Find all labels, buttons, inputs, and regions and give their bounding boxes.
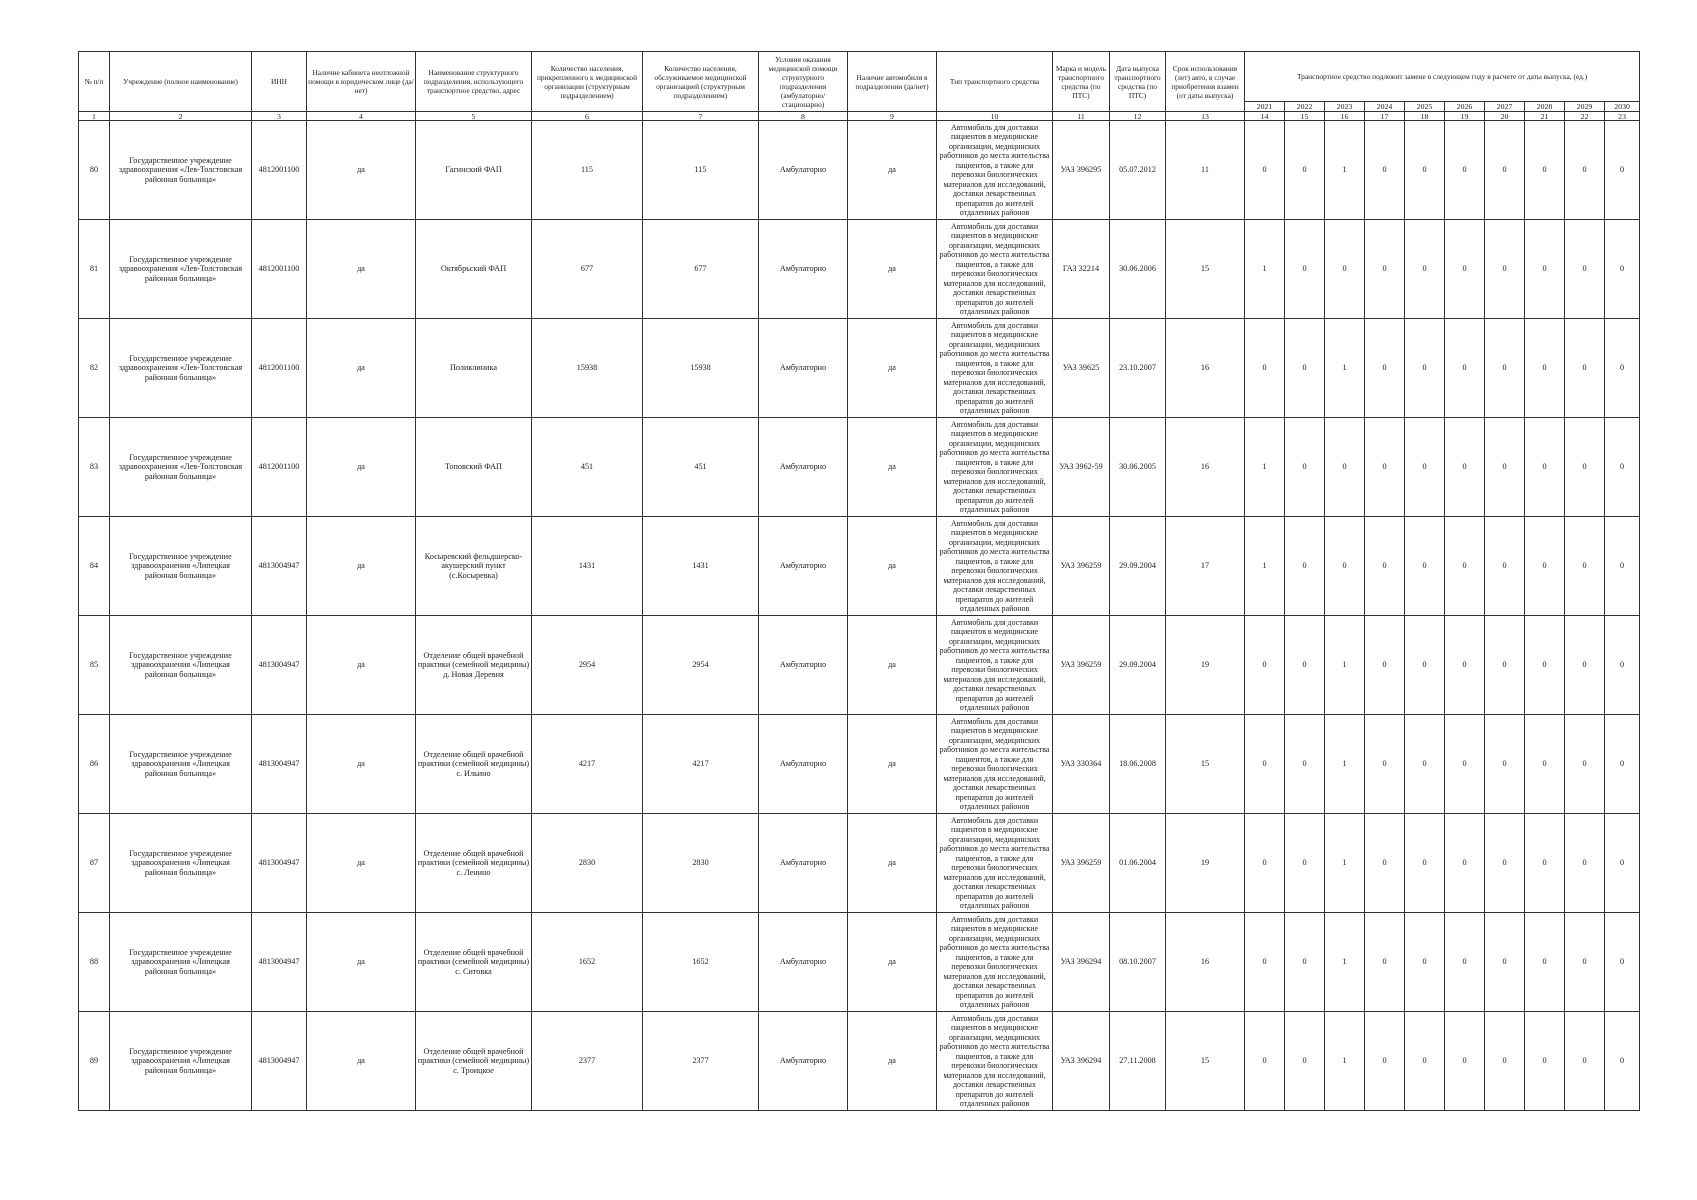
replacement-2028-cell: 0	[1525, 517, 1565, 616]
column-number: 7	[643, 112, 759, 121]
institution-cell: Государственное учреждение здравоохранения «Лев-Толстовская районная больница»	[110, 418, 252, 517]
institution-cell: Государственное учреждение здравоохранения «Липецкая районная больница»	[110, 814, 252, 913]
header-release-date: Дата выпуска транспортного средства (по ПТС)	[1110, 52, 1166, 112]
replacement-2021-cell: 0	[1245, 319, 1285, 418]
replacement-2028-cell: 0	[1525, 319, 1565, 418]
usage-term-cell: 16	[1166, 418, 1245, 517]
institution-cell: Государственное учреждение здравоохранения «Липецкая районная больница»	[110, 616, 252, 715]
population-served-cell: 115	[643, 121, 759, 220]
replacement-2021-cell: 0	[1245, 1012, 1285, 1111]
usage-term-cell: 15	[1166, 715, 1245, 814]
inn-cell: 4813004947	[252, 913, 307, 1012]
replacement-2030-cell: 0	[1605, 616, 1640, 715]
replacement-2029-cell: 0	[1565, 319, 1605, 418]
replacement-2028-cell: 0	[1525, 1012, 1565, 1111]
population-served-cell: 1652	[643, 913, 759, 1012]
brand-model-cell: УАЗ 396259	[1053, 616, 1110, 715]
header-car-availability: Наличие автомобиля в подразделении (да/нет)	[848, 52, 937, 112]
column-number: 3	[252, 112, 307, 121]
care-conditions-cell: Амбулаторно	[759, 220, 848, 319]
population-served-cell: 1431	[643, 517, 759, 616]
row-number: 82	[79, 319, 110, 418]
brand-model-cell: УАЗ 396294	[1053, 1012, 1110, 1111]
replacement-2021-cell: 1	[1245, 418, 1285, 517]
room-cell: да	[307, 517, 416, 616]
year-header-2027: 2027	[1485, 102, 1525, 112]
replacement-2026-cell: 0	[1445, 616, 1485, 715]
replacement-2030-cell: 0	[1605, 121, 1640, 220]
replacement-2024-cell: 0	[1365, 319, 1405, 418]
row-number: 89	[79, 1012, 110, 1111]
column-number: 21	[1525, 112, 1565, 121]
population-served-cell: 2377	[643, 1012, 759, 1111]
replacement-2026-cell: 0	[1445, 1012, 1485, 1111]
usage-term-cell: 11	[1166, 121, 1245, 220]
replacement-2022-cell: 0	[1285, 220, 1325, 319]
row-number: 80	[79, 121, 110, 220]
subdivision-cell: Отделение общей врачебной практики (семейной медицины) с. Троицкое	[416, 1012, 532, 1111]
car-availability-cell: да	[848, 913, 937, 1012]
replacement-2022-cell: 0	[1285, 715, 1325, 814]
vehicle-type-cell: Автомобиль для доставки пациентов в медицинские организации, медицинских работников до места жительства пациентов, а также для перевозки биологических материалов для исследований, доставки лекарственных препаратов до жителей отдаленных районов	[937, 220, 1053, 319]
release-date-cell: 05.07.2012	[1110, 121, 1166, 220]
replacement-2027-cell: 0	[1485, 220, 1525, 319]
vehicle-type-cell: Автомобиль для доставки пациентов в медицинские организации, медицинских работников до места жительства пациентов, а также для перевозки биологических материалов для исследований, доставки лекарственных препаратов до жителей отдаленных районов	[937, 616, 1053, 715]
inn-cell: 4812001100	[252, 418, 307, 517]
year-header-2024: 2024	[1365, 102, 1405, 112]
replacement-2026-cell: 0	[1445, 913, 1485, 1012]
subdivision-cell: Гагинский ФАП	[416, 121, 532, 220]
replacement-2029-cell: 0	[1565, 418, 1605, 517]
replacement-2026-cell: 0	[1445, 715, 1485, 814]
release-date-cell: 30.06.2005	[1110, 418, 1166, 517]
row-number: 87	[79, 814, 110, 913]
room-cell: да	[307, 319, 416, 418]
column-number: 8	[759, 112, 848, 121]
care-conditions-cell: Амбулаторно	[759, 319, 848, 418]
replacement-2026-cell: 0	[1445, 517, 1485, 616]
release-date-cell: 18.06.2008	[1110, 715, 1166, 814]
usage-term-cell: 15	[1166, 220, 1245, 319]
replacement-2025-cell: 0	[1405, 715, 1445, 814]
inn-cell: 4812001100	[252, 220, 307, 319]
release-date-cell: 23.10.2007	[1110, 319, 1166, 418]
replacement-2023-cell: 0	[1325, 517, 1365, 616]
column-number: 10	[937, 112, 1053, 121]
replacement-2025-cell: 0	[1405, 1012, 1445, 1111]
row-number: 85	[79, 616, 110, 715]
table-body	[79, 121, 1640, 1111]
car-availability-cell: да	[848, 517, 937, 616]
header-usage-term: Срок использования (лет) авто, в случае приобретения взамен (от даты выпуска)	[1166, 52, 1245, 112]
room-cell: да	[307, 121, 416, 220]
replacement-2027-cell: 0	[1485, 517, 1525, 616]
population-attached-cell: 115	[532, 121, 643, 220]
care-conditions-cell: Амбулаторно	[759, 814, 848, 913]
column-number: 4	[307, 112, 416, 121]
row-number: 88	[79, 913, 110, 1012]
header-num: № п/п	[79, 52, 110, 112]
replacement-2023-cell: 1	[1325, 1012, 1365, 1111]
population-attached-cell: 4217	[532, 715, 643, 814]
column-number: 22	[1565, 112, 1605, 121]
brand-model-cell: УАЗ 396294	[1053, 913, 1110, 1012]
replacement-2025-cell: 0	[1405, 121, 1445, 220]
replacement-2029-cell: 0	[1565, 814, 1605, 913]
column-number: 12	[1110, 112, 1166, 121]
subdivision-cell: Отделение общей врачебной практики (семейной медицины) с. Ситовка	[416, 913, 532, 1012]
replacement-2024-cell: 0	[1365, 121, 1405, 220]
header-row	[79, 52, 1640, 102]
replacement-2024-cell: 0	[1365, 418, 1405, 517]
usage-term-cell: 15	[1166, 1012, 1245, 1111]
replacement-2029-cell: 0	[1565, 517, 1605, 616]
room-cell: да	[307, 220, 416, 319]
population-served-cell: 2830	[643, 814, 759, 913]
replacement-2029-cell: 0	[1565, 121, 1605, 220]
year-header-2026: 2026	[1445, 102, 1485, 112]
replacement-2025-cell: 0	[1405, 814, 1445, 913]
car-availability-cell: да	[848, 814, 937, 913]
header-brand-model: Марка и модель транспортного средства (по ПТС)	[1053, 52, 1110, 112]
brand-model-cell: УАЗ 396259	[1053, 814, 1110, 913]
replacement-2025-cell: 0	[1405, 913, 1445, 1012]
replacement-2021-cell: 0	[1245, 913, 1285, 1012]
replacement-2022-cell: 0	[1285, 616, 1325, 715]
header-inn: ИНН	[252, 52, 307, 112]
column-number: 5	[416, 112, 532, 121]
column-number: 16	[1325, 112, 1365, 121]
vehicle-replacement-table	[78, 51, 1640, 1111]
column-number: 6	[532, 112, 643, 121]
brand-model-cell: УАЗ 330364	[1053, 715, 1110, 814]
vehicle-type-cell: Автомобиль для доставки пациентов в медицинские организации, медицинских работников до места жительства пациентов, а также для перевозки биологических материалов для исследований, доставки лекарственных препаратов до жителей отдаленных районов	[937, 121, 1053, 220]
replacement-2030-cell: 0	[1605, 220, 1640, 319]
replacement-2026-cell: 0	[1445, 814, 1485, 913]
subdivision-cell: Топовский ФАП	[416, 418, 532, 517]
replacement-2021-cell: 1	[1245, 220, 1285, 319]
replacement-2023-cell: 1	[1325, 715, 1365, 814]
population-attached-cell: 15938	[532, 319, 643, 418]
usage-term-cell: 16	[1166, 913, 1245, 1012]
header-population-served: Количество населения, обслуживаемое медицинской организацией (структурным подразделением)	[643, 52, 759, 112]
institution-cell: Государственное учреждение здравоохранения «Липецкая районная больница»	[110, 1012, 252, 1111]
replacement-2028-cell: 0	[1525, 418, 1565, 517]
institution-cell: Государственное учреждение здравоохранения «Лев-Толстовская районная больница»	[110, 220, 252, 319]
usage-term-cell: 17	[1166, 517, 1245, 616]
replacement-2024-cell: 0	[1365, 814, 1405, 913]
column-number: 23	[1605, 112, 1640, 121]
room-cell: да	[307, 715, 416, 814]
release-date-cell: 27.11.2008	[1110, 1012, 1166, 1111]
institution-cell: Государственное учреждение здравоохранения «Лев-Толстовская районная больница»	[110, 121, 252, 220]
population-served-cell: 451	[643, 418, 759, 517]
header-legal-entity-room: Наличие кабинета неотложной помощи в юридическом лице (да/нет)	[307, 52, 416, 112]
brand-model-cell: ГАЗ 32214	[1053, 220, 1110, 319]
year-header-2023: 2023	[1325, 102, 1365, 112]
population-served-cell: 4217	[643, 715, 759, 814]
column-number: 11	[1053, 112, 1110, 121]
release-date-cell: 29.09.2004	[1110, 616, 1166, 715]
brand-model-cell: УАЗ 396295	[1053, 121, 1110, 220]
replacement-2029-cell: 0	[1565, 715, 1605, 814]
replacement-2025-cell: 0	[1405, 319, 1445, 418]
year-header-2022: 2022	[1285, 102, 1325, 112]
subdivision-cell: Отделение общей врачебной практики (семейной медицины) с. Ленино	[416, 814, 532, 913]
replacement-2023-cell: 0	[1325, 220, 1365, 319]
care-conditions-cell: Амбулаторно	[759, 517, 848, 616]
replacement-2022-cell: 0	[1285, 1012, 1325, 1111]
vehicle-type-cell: Автомобиль для доставки пациентов в медицинские организации, медицинских работников до места жительства пациентов, а также для перевозки биологических материалов для исследований, доставки лекарственных препаратов до жителей отдаленных районов	[937, 913, 1053, 1012]
column-number: 17	[1365, 112, 1405, 121]
column-number: 13	[1166, 112, 1245, 121]
vehicle-type-cell: Автомобиль для доставки пациентов в медицинские организации, медицинских работников до места жительства пациентов, а также для перевозки биологических материалов для исследований, доставки лекарственных препаратов до жителей отдаленных районов	[937, 319, 1053, 418]
replacement-2029-cell: 0	[1565, 1012, 1605, 1111]
replacement-2029-cell: 0	[1565, 220, 1605, 319]
table-row	[79, 418, 1640, 517]
car-availability-cell: да	[848, 616, 937, 715]
replacement-2027-cell: 0	[1485, 1012, 1525, 1111]
subdivision-cell: Отделение общей врачебной практики (семейной медицины) д. Новая Деревня	[416, 616, 532, 715]
replacement-2021-cell: 0	[1245, 814, 1285, 913]
release-date-cell: 08.10.2007	[1110, 913, 1166, 1012]
replacement-2027-cell: 0	[1485, 814, 1525, 913]
room-cell: да	[307, 418, 416, 517]
replacement-2030-cell: 0	[1605, 1012, 1640, 1111]
replacement-2023-cell: 0	[1325, 418, 1365, 517]
car-availability-cell: да	[848, 418, 937, 517]
column-number: 2	[110, 112, 252, 121]
replacement-2024-cell: 0	[1365, 616, 1405, 715]
replacement-2023-cell: 1	[1325, 814, 1365, 913]
table-row	[79, 616, 1640, 715]
inn-cell: 4813004947	[252, 715, 307, 814]
brand-model-cell: УАЗ 3962-59	[1053, 418, 1110, 517]
replacement-2025-cell: 0	[1405, 517, 1445, 616]
replacement-2026-cell: 0	[1445, 319, 1485, 418]
institution-cell: Государственное учреждение здравоохранения «Липецкая районная больница»	[110, 517, 252, 616]
year-header-2029: 2029	[1565, 102, 1605, 112]
table-row	[79, 319, 1640, 418]
replacement-2027-cell: 0	[1485, 616, 1525, 715]
subdivision-cell: Поликлиника	[416, 319, 532, 418]
header-subdivision: Наименование структурного подразделения, использующего транспортное средство, адрес	[416, 52, 532, 112]
usage-term-cell: 19	[1166, 814, 1245, 913]
vehicle-type-cell: Автомобиль для доставки пациентов в медицинские организации, медицинских работников до места жительства пациентов, а также для перевозки биологических материалов для исследований, доставки лекарственных препаратов до жителей отдаленных районов	[937, 517, 1053, 616]
room-cell: да	[307, 814, 416, 913]
replacement-2023-cell: 1	[1325, 121, 1365, 220]
replacement-2028-cell: 0	[1525, 814, 1565, 913]
row-number: 83	[79, 418, 110, 517]
header-replacement-group: Транспортное средство подлежит замене в следующем году в расчете от даты выпуска, (ед.)	[1245, 52, 1640, 102]
inn-cell: 4813004947	[252, 1012, 307, 1111]
room-cell: да	[307, 1012, 416, 1111]
replacement-2027-cell: 0	[1485, 418, 1525, 517]
population-attached-cell: 2954	[532, 616, 643, 715]
replacement-2021-cell: 0	[1245, 715, 1285, 814]
institution-cell: Государственное учреждение здравоохранения «Липецкая районная больница»	[110, 913, 252, 1012]
population-attached-cell: 1652	[532, 913, 643, 1012]
replacement-2023-cell: 1	[1325, 913, 1365, 1012]
replacement-2024-cell: 0	[1365, 1012, 1405, 1111]
header-vehicle-type: Тип транспортного средства	[937, 52, 1053, 112]
table-row	[79, 715, 1640, 814]
table-row	[79, 220, 1640, 319]
replacement-2030-cell: 0	[1605, 715, 1640, 814]
replacement-2021-cell: 0	[1245, 616, 1285, 715]
care-conditions-cell: Амбулаторно	[759, 616, 848, 715]
car-availability-cell: да	[848, 121, 937, 220]
replacement-2022-cell: 0	[1285, 814, 1325, 913]
institution-cell: Государственное учреждение здравоохранения «Лев-Толстовская районная больница»	[110, 319, 252, 418]
column-number: 19	[1445, 112, 1485, 121]
population-attached-cell: 2830	[532, 814, 643, 913]
release-date-cell: 29.09.2004	[1110, 517, 1166, 616]
table-row	[79, 517, 1640, 616]
replacement-2028-cell: 0	[1525, 715, 1565, 814]
inn-cell: 4813004947	[252, 616, 307, 715]
replacement-2026-cell: 0	[1445, 418, 1485, 517]
replacement-2028-cell: 0	[1525, 220, 1565, 319]
replacement-2027-cell: 0	[1485, 319, 1525, 418]
replacement-2029-cell: 0	[1565, 616, 1605, 715]
inn-cell: 4812001100	[252, 319, 307, 418]
replacement-2028-cell: 0	[1525, 121, 1565, 220]
inn-cell: 4813004947	[252, 517, 307, 616]
replacement-2030-cell: 0	[1605, 517, 1640, 616]
car-availability-cell: да	[848, 319, 937, 418]
column-numbers-row	[79, 112, 1640, 121]
replacement-2028-cell: 0	[1525, 616, 1565, 715]
institution-cell: Государственное учреждение здравоохранения «Липецкая районная больница»	[110, 715, 252, 814]
year-header-2021: 2021	[1245, 102, 1285, 112]
replacement-2024-cell: 0	[1365, 220, 1405, 319]
header-care-conditions: Условия оказания медицинской помощи структурного подразделения (амбулаторно/ стационарно)	[759, 52, 848, 112]
table-row	[79, 913, 1640, 1012]
release-date-cell: 01.06.2004	[1110, 814, 1166, 913]
replacement-2021-cell: 1	[1245, 517, 1285, 616]
replacement-2025-cell: 0	[1405, 616, 1445, 715]
car-availability-cell: да	[848, 715, 937, 814]
replacement-2021-cell: 0	[1245, 121, 1285, 220]
replacement-2027-cell: 0	[1485, 913, 1525, 1012]
usage-term-cell: 19	[1166, 616, 1245, 715]
vehicle-type-cell: Автомобиль для доставки пациентов в медицинские организации, медицинских работников до места жительства пациентов, а также для перевозки биологических материалов для исследований, доставки лекарственных препаратов до жителей отдаленных районов	[937, 418, 1053, 517]
table-header	[79, 52, 1640, 121]
population-attached-cell: 2377	[532, 1012, 643, 1111]
header-institution: Учреждение (полное наименование)	[110, 52, 252, 112]
population-served-cell: 677	[643, 220, 759, 319]
replacement-2027-cell: 0	[1485, 715, 1525, 814]
column-number: 9	[848, 112, 937, 121]
replacement-2026-cell: 0	[1445, 121, 1485, 220]
car-availability-cell: да	[848, 220, 937, 319]
replacement-2029-cell: 0	[1565, 913, 1605, 1012]
replacement-2025-cell: 0	[1405, 418, 1445, 517]
replacement-2024-cell: 0	[1365, 517, 1405, 616]
care-conditions-cell: Амбулаторно	[759, 715, 848, 814]
replacement-2022-cell: 0	[1285, 913, 1325, 1012]
table-row	[79, 1012, 1640, 1111]
year-header-2025: 2025	[1405, 102, 1445, 112]
replacement-2030-cell: 0	[1605, 913, 1640, 1012]
replacement-2023-cell: 1	[1325, 319, 1365, 418]
row-number: 86	[79, 715, 110, 814]
care-conditions-cell: Амбулаторно	[759, 1012, 848, 1111]
replacement-2027-cell: 0	[1485, 121, 1525, 220]
vehicle-type-cell: Автомобиль для доставки пациентов в медицинские организации, медицинских работников до места жительства пациентов, а также для перевозки биологических материалов для исследований, доставки лекарственных препаратов до жителей отдаленных районов	[937, 1012, 1053, 1111]
brand-model-cell: УАЗ 39625	[1053, 319, 1110, 418]
replacement-2030-cell: 0	[1605, 418, 1640, 517]
replacement-2030-cell: 0	[1605, 814, 1640, 913]
replacement-2026-cell: 0	[1445, 220, 1485, 319]
care-conditions-cell: Амбулаторно	[759, 121, 848, 220]
population-attached-cell: 451	[532, 418, 643, 517]
population-attached-cell: 1431	[532, 517, 643, 616]
row-number: 84	[79, 517, 110, 616]
year-header-2030: 2030	[1605, 102, 1640, 112]
care-conditions-cell: Амбулаторно	[759, 913, 848, 1012]
inn-cell: 4813004947	[252, 814, 307, 913]
column-number: 18	[1405, 112, 1445, 121]
subdivision-cell: Октябрьский ФАП	[416, 220, 532, 319]
column-number: 20	[1485, 112, 1525, 121]
replacement-2022-cell: 0	[1285, 517, 1325, 616]
car-availability-cell: да	[848, 1012, 937, 1111]
subdivision-cell: Косыревский фельдшерско-акушерский пункт (с.Косыревка)	[416, 517, 532, 616]
inn-cell: 4812001100	[252, 121, 307, 220]
replacement-2022-cell: 0	[1285, 121, 1325, 220]
header-population-attached: Количество населения, прикрепленного к медицинской организации (структурным подразделением)	[532, 52, 643, 112]
replacement-2022-cell: 0	[1285, 319, 1325, 418]
population-attached-cell: 677	[532, 220, 643, 319]
year-header-2028: 2028	[1525, 102, 1565, 112]
column-number: 14	[1245, 112, 1285, 121]
population-served-cell: 15938	[643, 319, 759, 418]
column-number: 1	[79, 112, 110, 121]
table-row	[79, 121, 1640, 220]
replacement-2028-cell: 0	[1525, 913, 1565, 1012]
care-conditions-cell: Амбулаторно	[759, 418, 848, 517]
replacement-2023-cell: 1	[1325, 616, 1365, 715]
brand-model-cell: УАЗ 396259	[1053, 517, 1110, 616]
replacement-2030-cell: 0	[1605, 319, 1640, 418]
subdivision-cell: Отделение общей врачебной практики (семейной медицины) с. Ильино	[416, 715, 532, 814]
room-cell: да	[307, 616, 416, 715]
replacement-2024-cell: 0	[1365, 715, 1405, 814]
row-number: 81	[79, 220, 110, 319]
room-cell: да	[307, 913, 416, 1012]
vehicle-type-cell: Автомобиль для доставки пациентов в медицинские организации, медицинских работников до места жительства пациентов, а также для перевозки биологических материалов для исследований, доставки лекарственных препаратов до жителей отдаленных районов	[937, 814, 1053, 913]
column-number: 15	[1285, 112, 1325, 121]
vehicle-type-cell: Автомобиль для доставки пациентов в медицинские организации, медицинских работников до места жительства пациентов, а также для перевозки биологических материалов для исследований, доставки лекарственных препаратов до жителей отдаленных районов	[937, 715, 1053, 814]
replacement-2022-cell: 0	[1285, 418, 1325, 517]
population-served-cell: 2954	[643, 616, 759, 715]
replacement-2025-cell: 0	[1405, 220, 1445, 319]
replacement-2024-cell: 0	[1365, 913, 1405, 1012]
usage-term-cell: 16	[1166, 319, 1245, 418]
table-row	[79, 814, 1640, 913]
release-date-cell: 30.06.2006	[1110, 220, 1166, 319]
